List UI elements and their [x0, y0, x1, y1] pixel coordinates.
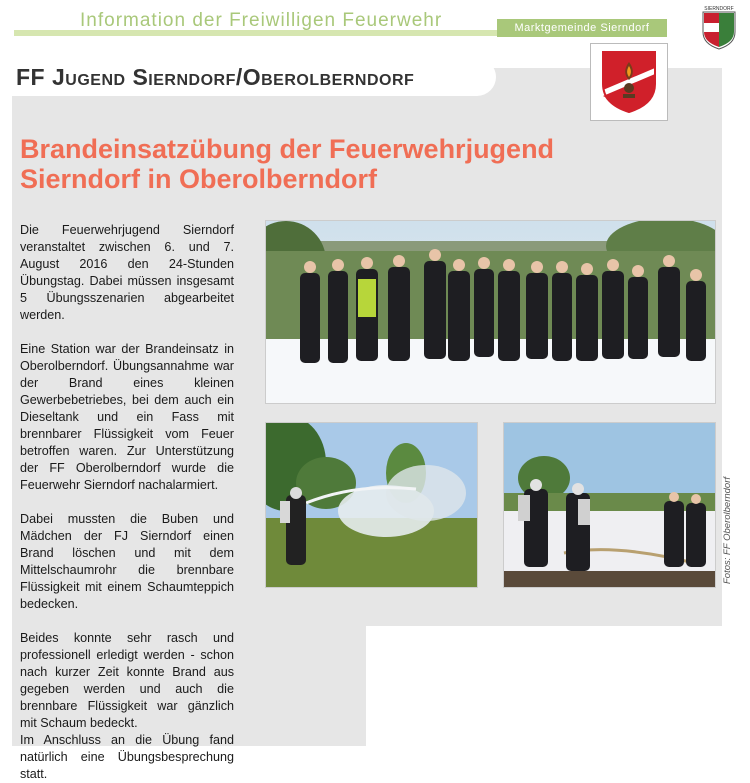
- article-paragraph: Beides konnte sehr rasch und professionell erledigt werden - schon nach kurzer Zeit konnte Brand aus gegeben werden und auch die brennbare Flüssigkeit war gänzlich mit Schaum bedeckt.: [20, 631, 234, 730]
- group-photo: [265, 220, 716, 404]
- crest-label: SIERNDORF: [704, 6, 734, 12]
- article-paragraph: Im Anschluss an die Übung fand natürlich eine Übungsbesprechung statt.: [20, 733, 234, 781]
- photo-credit: Fotos: FF Oberolberndorf: [722, 476, 733, 584]
- firefighting-photo: [265, 422, 478, 588]
- municipality-tag: Marktgemeinde Sierndorf: [497, 19, 667, 37]
- article-headline: Brandeinsatzübung der Feuerwehrjugend Sierndorf in Oberolberndorf: [20, 134, 555, 194]
- article-paragraph: Eine Station war der Brandeinsatz in Oberolberndorf. Übungsannahme war der Brand eines kleinen Gewerbebetriebes, bei dem auch ein Dieseltank und ein Fass mit brennbarer Flüssigkeit vom Feuer betroffen waren. Zur Unterstützung der FF Oberolberndorf wurde die Feuerwehr Sierndorf nachalarmiert.: [20, 342, 234, 492]
- article-paragraph: Dabei mussten die Buben und Mädchen der FJ Sierndorf einen Brand löschen und mit dem Mittelschaumrohr die brennbare Flüssigkeit mit einem Schaumteppich bedecken.: [20, 512, 234, 611]
- article-paragraph: Die Feuerwehrjugend Sierndorf veranstaltet zwischen 6. und 7. August 2016 den 24-Stunden Übungstag. Dabei müssen insgesamt 5 Übungsszenarien abgearbeitet werden.: [20, 223, 234, 322]
- fire-brigade-emblem: [590, 43, 668, 121]
- fire-brigade-emblem-icon: [601, 50, 657, 114]
- municipality-crest-icon: [700, 4, 738, 50]
- foam-carpet-photo: [503, 422, 716, 588]
- article-body: [20, 222, 234, 783]
- section-title: FF Jugend Sierndorf/Oberolberndorf: [16, 64, 415, 90]
- header-title: Information der Freiwilligen Feuerwehr: [80, 10, 443, 31]
